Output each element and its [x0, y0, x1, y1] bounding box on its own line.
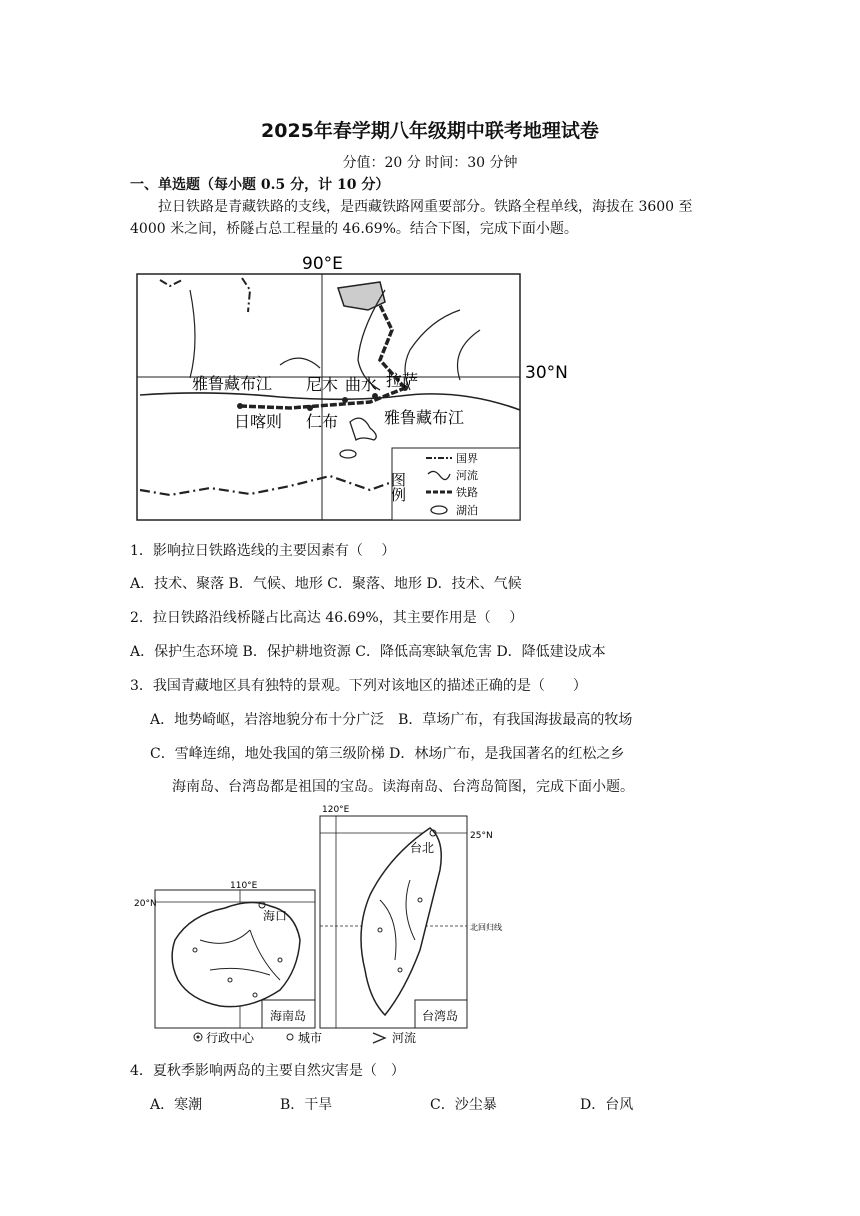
question-3-options-line1: A．地势崎岖，岩溶地貌分布十分广泛 B．草场广布，有我国海拔最高的牧场: [150, 712, 633, 728]
hainan-panel: [134, 881, 315, 1028]
intro-paragraph-line1: 拉日铁路是青藏铁路的支线，是西藏铁路网重要部分。铁路全程单线，海拔在 3600 至: [158, 199, 693, 215]
city-dot-nimu: [342, 397, 348, 403]
river-west: [190, 290, 195, 378]
latitude-label: 30°N: [525, 363, 568, 383]
lake-north: [338, 282, 385, 310]
taiwan-name: 台湾岛: [422, 1009, 459, 1023]
yamdrok-lake: [350, 418, 376, 440]
taipei-label: 台北: [410, 841, 435, 855]
legend-river: 河流: [456, 469, 478, 482]
intro-paragraph-line2: 4000 米之间，桥隧占总工程量的 46.69%。结合下图，完成下面小题。: [130, 221, 578, 237]
question-4-option-a: A．寒潮: [150, 1097, 203, 1113]
label-lasa: 拉萨: [386, 371, 419, 390]
longitude-label: 90°E: [302, 254, 343, 274]
hainan-latitude: 20°N: [134, 899, 157, 909]
question-3-options-line2: C．雪峰连绵，地处我国的第三级阶梯 D．林场广布，是我国著名的红松之乡: [150, 746, 625, 762]
river-east-2: [458, 330, 481, 380]
taiwan-longitude: 120°E: [322, 805, 350, 815]
question-2-stem: 2．拉日铁路沿线桥隧占比高达 46.69%，其主要作用是（ ）: [130, 610, 524, 626]
legend-lake: 湖泊: [456, 504, 478, 517]
city-dot-renbu: [307, 405, 313, 411]
boundary-bottom: [140, 476, 392, 495]
legend-admin-center: 行政中心: [206, 1031, 255, 1045]
question-4-stem: 4．夏秋季影响两岛的主要自然灾害是（ ）: [130, 1063, 405, 1079]
question-4-option-c: C．沙尘暴: [430, 1097, 497, 1113]
question-4-option-b: B．干旱: [280, 1097, 333, 1113]
hainan-longitude: 110°E: [230, 881, 258, 891]
label-renbu: 仁布: [306, 412, 339, 431]
label-yarlung-west: 雅鲁藏布江: [192, 374, 273, 393]
question-1-stem: 1．影响拉日铁路选线的主要因素有（ ）: [130, 543, 396, 559]
question-3-stem: 3．我国青藏地区具有独特的景观。下列对该地区的描述正确的是（ ）: [130, 678, 587, 694]
hainan-name: 海南岛: [270, 1009, 307, 1023]
taiwan-panel: [320, 805, 502, 1028]
legend-railway: 铁路: [456, 486, 478, 499]
intro-paragraph-2: 海南岛、台湾岛都是祖国的宝岛。读海南岛、台湾岛简图，完成下面小题。: [172, 779, 634, 795]
lari-railway-map: [130, 250, 590, 525]
legend-lake-symbol: [431, 506, 447, 514]
label-qushui: 曲水: [345, 375, 378, 394]
legend-city-symbol: [287, 1034, 293, 1040]
question-2-options: A．保护生态环境 B．保护耕地资源 C．降低高寒缺氧危害 D．降低建设成本: [130, 644, 606, 660]
label-nimu: 尼木: [306, 375, 339, 394]
boundary-top: [160, 280, 182, 286]
label-rikaze: 日喀则: [234, 412, 283, 431]
taiwan-latitude: 25°N: [470, 831, 493, 841]
city-dot-rikaze: [237, 403, 243, 409]
question-4-option-d: D．台风: [580, 1097, 634, 1113]
legend-city: 城市: [298, 1031, 323, 1045]
question-1-options: A．技术、聚落 B．气候、地形 C．聚落、地形 D．技术、气候: [130, 576, 522, 592]
small-lake: [340, 450, 356, 458]
legend-boundary: 国界: [456, 452, 478, 465]
legend-river-symbol: [373, 1033, 385, 1043]
haikou-label: 海口: [263, 909, 288, 923]
score-time-info: 分值：20 分 时间：30 分钟: [342, 155, 518, 171]
taiwan-island: [361, 828, 441, 1015]
boundary-left: [242, 278, 250, 312]
legend-title: 图例: [389, 472, 407, 502]
tropic-of-cancer-label: 北回归线: [470, 923, 502, 932]
river-branch: [280, 358, 320, 368]
label-yarlung-east: 雅鲁藏布江: [384, 408, 465, 427]
hainan-taiwan-map: [130, 800, 550, 1050]
page-title: 2025年春学期八年级期中联考地理试卷: [261, 120, 599, 142]
legend-river: 河流: [392, 1031, 417, 1045]
section-heading: 一、单选题（每小题 0.5 分，计 10 分）: [130, 177, 390, 193]
